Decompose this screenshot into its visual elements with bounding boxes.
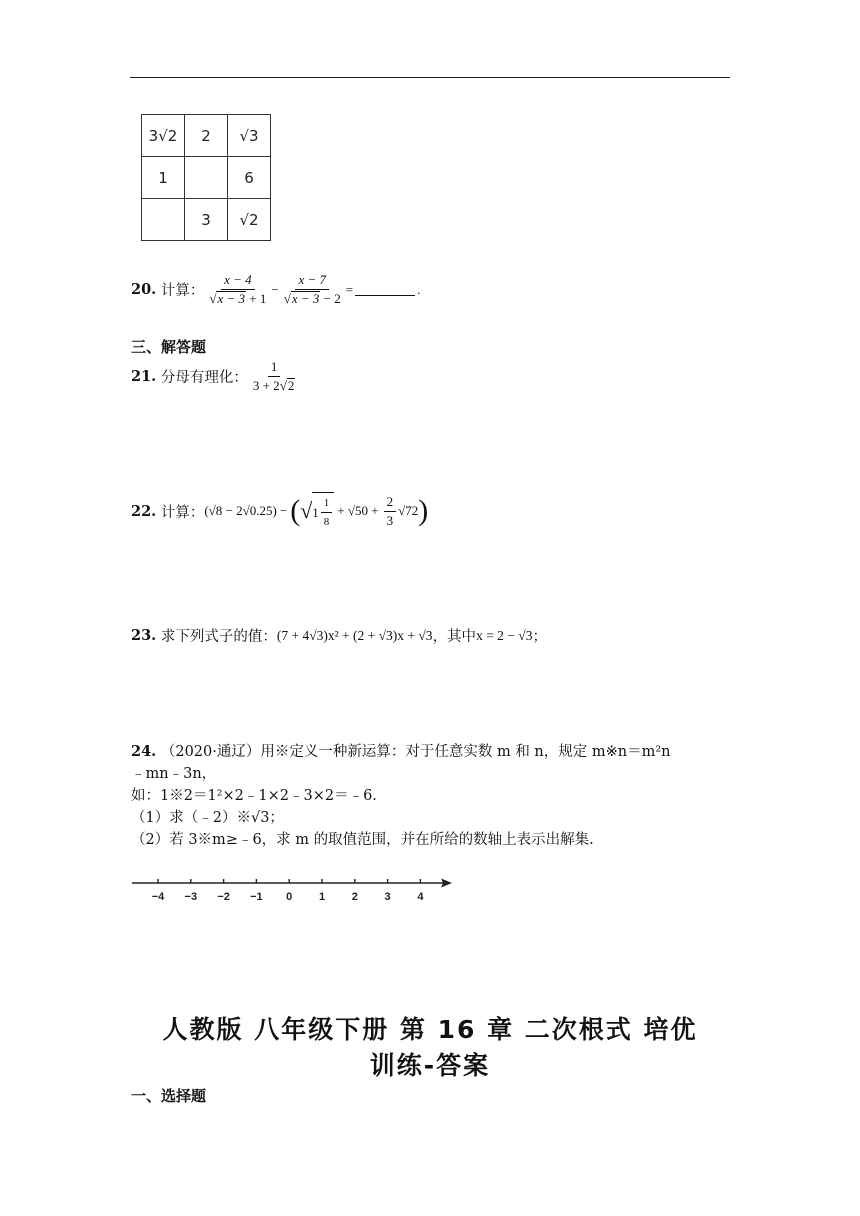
fraction bbox=[281, 272, 344, 307]
expression: (7 + 4√3)x² + (2 + √3)x + √3 bbox=[276, 627, 433, 643]
answer-title-line: 人教版 八年级下册 第 16 章 二次根式 培优 bbox=[162, 1015, 698, 1044]
question-prompt: 求下列式子的值： bbox=[160, 629, 277, 645]
question-number: 24. bbox=[131, 743, 157, 760]
grid-cell: 6 bbox=[228, 157, 271, 199]
sqrt-icon bbox=[300, 498, 312, 524]
question-22 bbox=[131, 492, 428, 530]
radicand: x − 3 bbox=[291, 291, 320, 306]
expression bbox=[204, 492, 428, 530]
question-line: ﹣mn﹣3n， bbox=[131, 766, 217, 782]
expression-part: √72 bbox=[398, 503, 419, 518]
radicand: 2 bbox=[287, 378, 295, 393]
question-line: 如：1※2＝1²×2﹣1×2﹣3×2＝﹣6. bbox=[131, 788, 377, 804]
number-line bbox=[128, 872, 458, 908]
grid-cell bbox=[142, 199, 185, 241]
fraction bbox=[321, 495, 333, 530]
sqrt-icon bbox=[280, 378, 287, 393]
mixed-whole: 1 bbox=[312, 504, 319, 520]
equals-sign: = bbox=[345, 281, 354, 297]
question-text: （2020·通辽）用※定义一种新运算：对于任意实数 m 和 n，规定 m※n＝m²n bbox=[160, 744, 671, 760]
numerator: 1 bbox=[268, 359, 281, 377]
grid-cell: 1 bbox=[142, 157, 185, 199]
radicand: x − 3 bbox=[217, 291, 246, 306]
question-23 bbox=[131, 625, 547, 646]
grid-cell bbox=[185, 157, 228, 199]
grid-cell: 3 bbox=[185, 199, 228, 241]
denominator-head: 3 + 2 bbox=[252, 378, 280, 393]
number-line-label: −3 bbox=[184, 891, 198, 903]
question-number: 21. bbox=[131, 368, 157, 385]
number-line-label: 3 bbox=[384, 891, 391, 903]
number-line-label: −1 bbox=[250, 891, 263, 903]
question-number: 22. bbox=[131, 502, 157, 520]
fraction bbox=[206, 272, 269, 307]
number-line-label: 0 bbox=[286, 891, 293, 903]
expression bbox=[204, 272, 420, 307]
sqrt-icon bbox=[209, 291, 216, 306]
fraction bbox=[384, 494, 397, 529]
number-line-label: 1 bbox=[318, 891, 326, 903]
question-21 bbox=[131, 359, 300, 394]
numerator: x − 4 bbox=[224, 272, 252, 287]
operator: − bbox=[279, 503, 288, 518]
question-number: 23. bbox=[131, 627, 157, 644]
end-punct: . bbox=[417, 281, 421, 297]
question-line: （2）若 3※m≥﹣6，求 m 的取值范围，并在所给的数轴上表示出解集. bbox=[131, 832, 594, 848]
grid-cell: 3√2 bbox=[142, 115, 185, 157]
numerator: x − 7 bbox=[298, 272, 326, 287]
fraction bbox=[250, 359, 298, 394]
paren: ) bbox=[418, 494, 429, 527]
section-heading: 三、解答题 bbox=[131, 338, 207, 356]
operator: − bbox=[271, 281, 279, 297]
paren: ( bbox=[290, 494, 301, 527]
radical-body bbox=[312, 492, 334, 530]
grid-cell: 2 bbox=[185, 115, 228, 157]
expression-part: (√8 − 2√0.25) bbox=[204, 503, 277, 518]
question-prompt: 计算： bbox=[160, 504, 205, 521]
end-punct: ； bbox=[532, 629, 547, 645]
answer-title-line: 训练-答案 bbox=[369, 1051, 491, 1080]
number-grid bbox=[141, 114, 271, 241]
answer-blank bbox=[355, 283, 415, 296]
denominator: 3 bbox=[386, 512, 394, 528]
number-line-label: −4 bbox=[151, 891, 165, 903]
condition: x = 2 − √3 bbox=[476, 627, 533, 643]
denominator-tail: + 1 bbox=[249, 291, 267, 306]
question-line: （1）求（﹣2）※√3； bbox=[131, 810, 284, 826]
question-prompt: 分母有理化： bbox=[160, 370, 248, 386]
grid-cell: √3 bbox=[228, 115, 271, 157]
question-20 bbox=[131, 272, 420, 307]
numerator: 1 bbox=[321, 495, 333, 513]
expression-part: + √50 + bbox=[337, 503, 379, 518]
grid-cell: √2 bbox=[228, 199, 271, 241]
question-prompt: 计算： bbox=[160, 283, 205, 299]
question-line bbox=[131, 741, 671, 763]
denominator: 8 bbox=[323, 516, 330, 528]
question-number: 20. bbox=[131, 281, 157, 298]
question-text: ，其中 bbox=[432, 629, 477, 645]
number-line-label: 4 bbox=[417, 891, 424, 903]
sqrt-icon bbox=[284, 291, 291, 306]
question-24 bbox=[131, 741, 671, 851]
section-heading: 一、选择题 bbox=[131, 1087, 207, 1105]
header-rule bbox=[130, 77, 730, 78]
denominator-tail: − 2 bbox=[323, 291, 341, 306]
number-line-label: −2 bbox=[217, 891, 230, 903]
number-line-label: 2 bbox=[351, 891, 358, 903]
numerator: 2 bbox=[384, 494, 397, 512]
